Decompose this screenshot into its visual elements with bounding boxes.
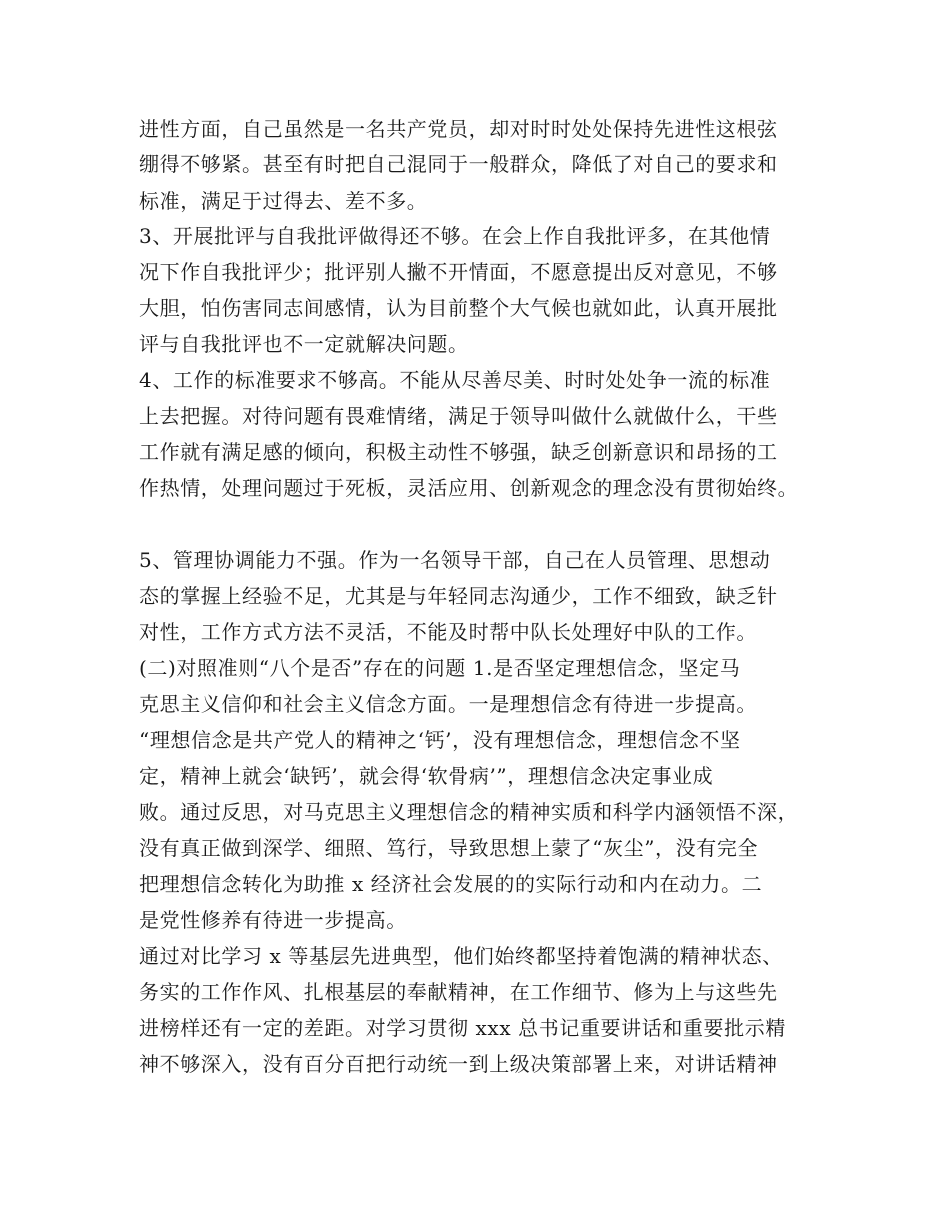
text-line: 是党性修养有待进一步提高。	[139, 908, 407, 932]
text-line: 败。通过反思，对马克思主义理想信念的精神实质和科学内涵领悟不深，	[139, 800, 799, 824]
text-line: 没有真正做到深学、细照、笃行，导致思想上蒙了“灰尘”，没有完全	[139, 836, 759, 860]
text-line: 通过对比学习 x 等基层先进典型，他们始终都坚持着饱满的精神状态、	[139, 944, 783, 968]
text-line: 把理想信念转化为助推 x 经济社会发展的的实际行动和内在动力。二	[139, 872, 763, 896]
text-line: (二)对照准则“八个是否”存在的问题 1.是否坚定理想信念，坚定马	[139, 656, 741, 680]
text-line: “理想信念是共产党人的精神之‘钙’，没有理想信念，理想信念不坚	[139, 728, 741, 752]
text-line: 务实的工作作风、扎根基层的奉献精神，在工作细节、修为上与这些先	[139, 980, 778, 1004]
text-line: 工作就有满足感的倾向，积极主动性不够强，缺乏创新意识和昂扬的工	[139, 440, 778, 464]
text-line: 定，精神上就会‘缺钙’，就会得‘软骨病’”，理想信念决定事业成	[139, 764, 714, 788]
text-line: 评与自我批评也不一定就解决问题。	[139, 332, 469, 356]
text-line: 态的掌握上经验不足，尤其是与年轻同志沟通少，工作不细致，缺乏针	[139, 584, 778, 608]
text-line: 5、管理协调能力不强。作为一名领导干部，自己在人员管理、思想动	[139, 548, 771, 572]
text-line: 3、开展批评与自我批评做得还不够。在会上作自我批评多，在其他情	[139, 224, 771, 248]
text-line: 4、工作的标准要求不够高。不能从尽善尽美、时时处处争一流的标准	[139, 368, 771, 392]
text-line: 大胆，怕伤害同志间感情，认为目前整个大气候也就如此，认真开展批	[139, 296, 778, 320]
text-line: 神不够深入，没有百分百把行动统一到上级决策部署上来，对讲话精神	[139, 1052, 778, 1076]
text-line: 进榜样还有一定的差距。对学习贯彻 xxx 总书记重要讲话和重要批示精	[139, 1016, 786, 1040]
text-line: 况下作自我批评少；批评别人撇不开情面，不愿意提出反对意见，不够	[139, 260, 778, 284]
text-line: 进性方面，自己虽然是一名共产党员，却对时时处处保持先进性这根弦	[139, 117, 778, 141]
text-line: 标准，满足于过得去、差不多。	[139, 189, 428, 213]
text-line: 上去把握。对待问题有畏难情绪，满足于领导叫做什么就做什么，干些	[139, 404, 778, 428]
text-line: 克思主义信仰和社会主义信念方面。一是理想信念有待进一步提高。	[139, 692, 757, 716]
text-line: 作热情，处理问题过于死板，灵活应用、创新观念的理念没有贯彻始终。	[139, 476, 799, 500]
text-line: 对性，工作方式方法不灵活，不能及时帮中队长处理好中队的工作。	[139, 620, 757, 644]
text-line: 绷得不够紧。甚至有时把自己混同于一般群众，降低了对自己的要求和	[139, 152, 778, 176]
